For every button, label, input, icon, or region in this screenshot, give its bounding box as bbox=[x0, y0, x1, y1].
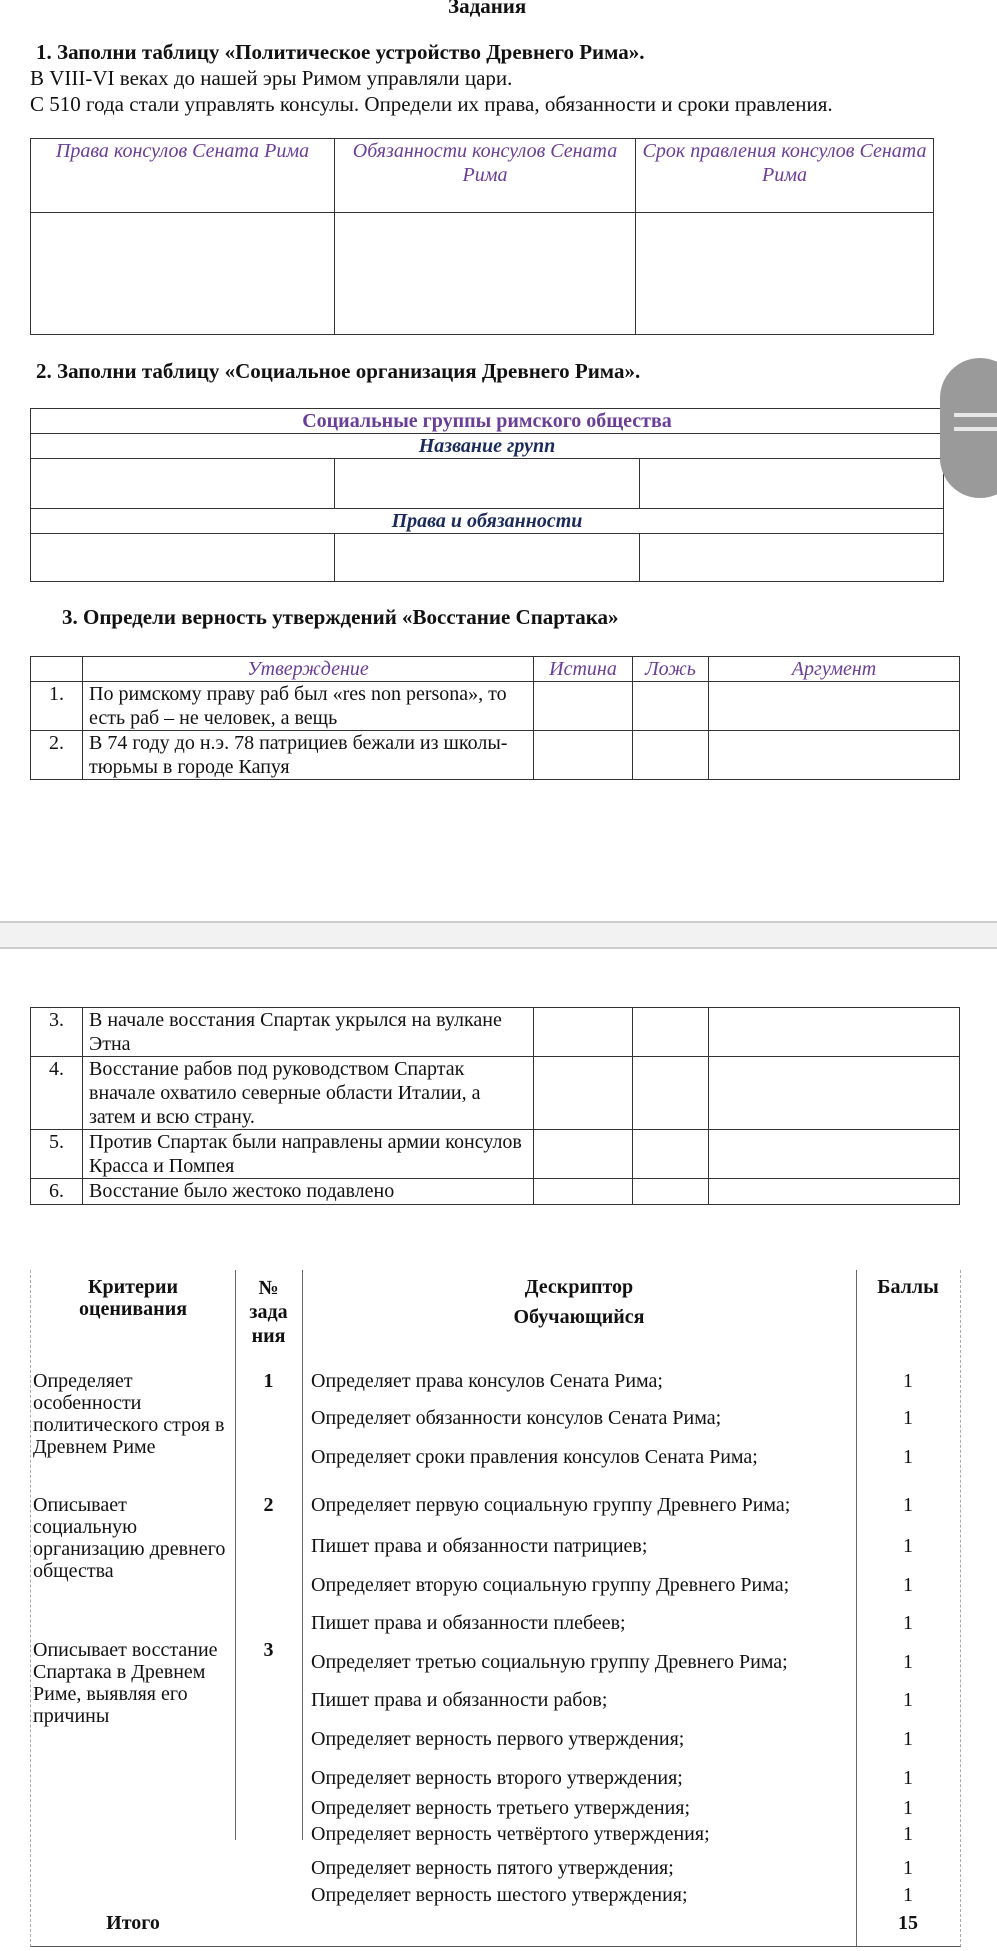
statement-text: По римскому праву раб был «res non persona», то есть раб – не человек, а вещь bbox=[83, 682, 534, 731]
true-cell[interactable] bbox=[534, 1130, 633, 1179]
rubric-table bbox=[30, 1270, 961, 1947]
rights-cell-2[interactable] bbox=[335, 534, 640, 582]
header-learner: Обучающийся bbox=[513, 1306, 645, 1328]
table-spartacus bbox=[30, 656, 960, 780]
descriptor-text: Определяет сроки правления консулов Сената Рима; bbox=[311, 1446, 758, 1468]
header-false: Ложь bbox=[633, 657, 709, 682]
table-spartacus-continued bbox=[30, 1007, 960, 1205]
points-value: 1 bbox=[903, 1857, 913, 1879]
false-cell[interactable] bbox=[633, 1008, 709, 1057]
statement-number: 4. bbox=[31, 1057, 83, 1130]
descriptor-text: Определяет верность пятого утверждения; bbox=[311, 1857, 674, 1879]
statement-row bbox=[31, 1130, 960, 1179]
false-cell[interactable] bbox=[633, 731, 709, 780]
true-cell[interactable] bbox=[534, 1008, 633, 1057]
header-term: Срок правления консулов Сената Рима bbox=[636, 139, 934, 213]
group-name-cell-3[interactable] bbox=[640, 459, 944, 509]
argument-cell[interactable] bbox=[709, 1008, 960, 1057]
statement-text: Восстание было жестоко подавлено bbox=[83, 1179, 534, 1205]
statement-number: 2. bbox=[31, 731, 83, 780]
statement-row bbox=[31, 1008, 960, 1057]
header-statement: Утверждение bbox=[83, 657, 534, 682]
header-true: Истина bbox=[534, 657, 633, 682]
points-value: 1 bbox=[903, 1407, 913, 1429]
points-value: 1 bbox=[903, 1574, 913, 1596]
task1-text-2: С 510 года стали управлять консулы. Определи их права, обязанности и сроки правления. bbox=[30, 92, 833, 116]
statement-number: 1. bbox=[31, 682, 83, 731]
true-cell[interactable] bbox=[534, 682, 633, 731]
points-value: 1 bbox=[903, 1797, 913, 1819]
statement-row bbox=[31, 1057, 960, 1130]
points-value: 1 bbox=[903, 1612, 913, 1634]
group-name-cell-2[interactable] bbox=[335, 459, 640, 509]
argument-cell[interactable] bbox=[709, 1179, 960, 1205]
true-cell[interactable] bbox=[534, 1057, 633, 1130]
statement-text: В 74 году до н.э. 78 патрициев бежали из школы-тюрьмы в городе Капуя bbox=[83, 731, 534, 780]
page-break bbox=[0, 921, 997, 949]
points-value: 1 bbox=[903, 1535, 913, 1557]
false-cell[interactable] bbox=[633, 1179, 709, 1205]
descriptor-text: Определяет верность первого утверждения; bbox=[311, 1728, 685, 1750]
argument-cell[interactable] bbox=[709, 1057, 960, 1130]
false-cell[interactable] bbox=[633, 682, 709, 731]
rights-cell-1[interactable] bbox=[31, 534, 335, 582]
header-duties: Обязанности консулов Сената Рима bbox=[335, 139, 636, 213]
false-cell[interactable] bbox=[633, 1057, 709, 1130]
criterion-text: Определяет особенности политического строя в Древнем Риме bbox=[33, 1370, 225, 1458]
table-political bbox=[30, 138, 934, 335]
rights-duties-header: Права и обязанности bbox=[31, 509, 944, 534]
statement-text: Восстание рабов под руководством Спартак вначале охватило северные области Италии, а затем и всю страну. bbox=[83, 1057, 534, 1130]
points-value: 1 bbox=[903, 1728, 913, 1750]
descriptor-text: Определяет права консулов Сената Рима; bbox=[311, 1370, 663, 1392]
true-cell[interactable] bbox=[534, 731, 633, 780]
header-task-number: № зада ния bbox=[249, 1277, 288, 1347]
argument-cell[interactable] bbox=[709, 731, 960, 780]
header-argument: Аргумент bbox=[709, 657, 960, 682]
points-value: 1 bbox=[903, 1651, 913, 1673]
points-value: 1 bbox=[903, 1884, 913, 1906]
statement-number: 6. bbox=[31, 1179, 83, 1205]
task1-text-1: В VIII-VI веках до нашей эры Римом управляли цари. bbox=[30, 66, 513, 90]
task1-heading: 1. Заполни таблицу «Политическое устройство Древнего Рима». bbox=[36, 40, 645, 64]
points-value: 1 bbox=[903, 1446, 913, 1468]
task-number: 3 bbox=[263, 1639, 274, 1661]
task2-heading: 2. Заполни таблицу «Социальное организация Древнего Рима». bbox=[36, 359, 641, 383]
statement-number: 5. bbox=[31, 1130, 83, 1179]
table-social bbox=[30, 408, 944, 582]
header-blank bbox=[31, 657, 83, 682]
descriptor-text: Определяет третью социальную группу Древнего Рима; bbox=[311, 1651, 788, 1673]
input-cell-term[interactable] bbox=[636, 213, 934, 335]
statement-row bbox=[31, 731, 960, 780]
header-descriptor: Дескриптор bbox=[524, 1276, 634, 1298]
input-cell-rights[interactable] bbox=[31, 213, 335, 335]
descriptor-text: Определяет вторую социальную группу Древнего Рима; bbox=[311, 1574, 790, 1596]
descriptor-text: Пишет права и обязанности плебеев; bbox=[311, 1612, 626, 1634]
false-cell[interactable] bbox=[633, 1130, 709, 1179]
descriptor-text: Определяет верность третьего утверждения; bbox=[311, 1797, 691, 1819]
group-names-header: Название групп bbox=[31, 434, 944, 459]
descriptor-text: Пишет права и обязанности патрициев; bbox=[311, 1535, 648, 1557]
descriptor-text: Определяет верность второго утверждения; bbox=[311, 1767, 683, 1789]
group-name-cell-1[interactable] bbox=[31, 459, 335, 509]
task-number: 2 bbox=[263, 1494, 274, 1516]
descriptor-text: Определяет обязанности консулов Сената Рима; bbox=[311, 1407, 722, 1429]
descriptor-text: Определяет верность четвёртого утверждения; bbox=[311, 1823, 710, 1845]
scrollbar-thumb[interactable] bbox=[940, 358, 997, 498]
header-criteria: Критерии оценивания bbox=[78, 1276, 188, 1320]
argument-cell[interactable] bbox=[709, 1130, 960, 1179]
points-value: 1 bbox=[903, 1494, 913, 1516]
descriptor-text: Пишет права и обязанности рабов; bbox=[311, 1689, 608, 1711]
page-title: Задания bbox=[448, 0, 527, 18]
descriptor-text: Определяет верность шестого утверждения; bbox=[311, 1884, 688, 1906]
rights-cell-3[interactable] bbox=[640, 534, 944, 582]
total-label: Итого bbox=[106, 1912, 160, 1934]
social-groups-title: Социальные группы римского общества bbox=[31, 409, 944, 434]
header-rights: Права консулов Сената Рима bbox=[31, 139, 335, 213]
statement-number: 3. bbox=[31, 1008, 83, 1057]
header-points: Баллы bbox=[877, 1276, 939, 1298]
total-points: 15 bbox=[898, 1912, 918, 1934]
task3-heading: 3. Определи верность утверждений «Восстание Спартака» bbox=[62, 605, 619, 629]
statement-text: В начале восстания Спартак укрылся на вулкане Этна bbox=[83, 1008, 534, 1057]
points-value: 1 bbox=[903, 1689, 913, 1711]
points-value: 1 bbox=[903, 1370, 913, 1392]
criterion-text: Описывает социальную организацию древнего общества bbox=[33, 1494, 226, 1582]
points-value: 1 bbox=[903, 1823, 913, 1845]
input-cell-duties[interactable] bbox=[335, 213, 636, 335]
descriptor-text: Определяет первую социальную группу Древнего Рима; bbox=[311, 1494, 791, 1516]
argument-cell[interactable] bbox=[709, 682, 960, 731]
points-value: 1 bbox=[903, 1767, 913, 1789]
true-cell[interactable] bbox=[534, 1179, 633, 1205]
task-number: 1 bbox=[263, 1370, 274, 1392]
statement-text: Против Спартак были направлены армии консулов Красса и Помпея bbox=[83, 1130, 534, 1179]
statement-row bbox=[31, 682, 960, 731]
statement-row bbox=[31, 1179, 960, 1205]
criterion-text: Описывает восстание Спартака в Древнем Риме, выявляя его причины bbox=[33, 1639, 218, 1727]
